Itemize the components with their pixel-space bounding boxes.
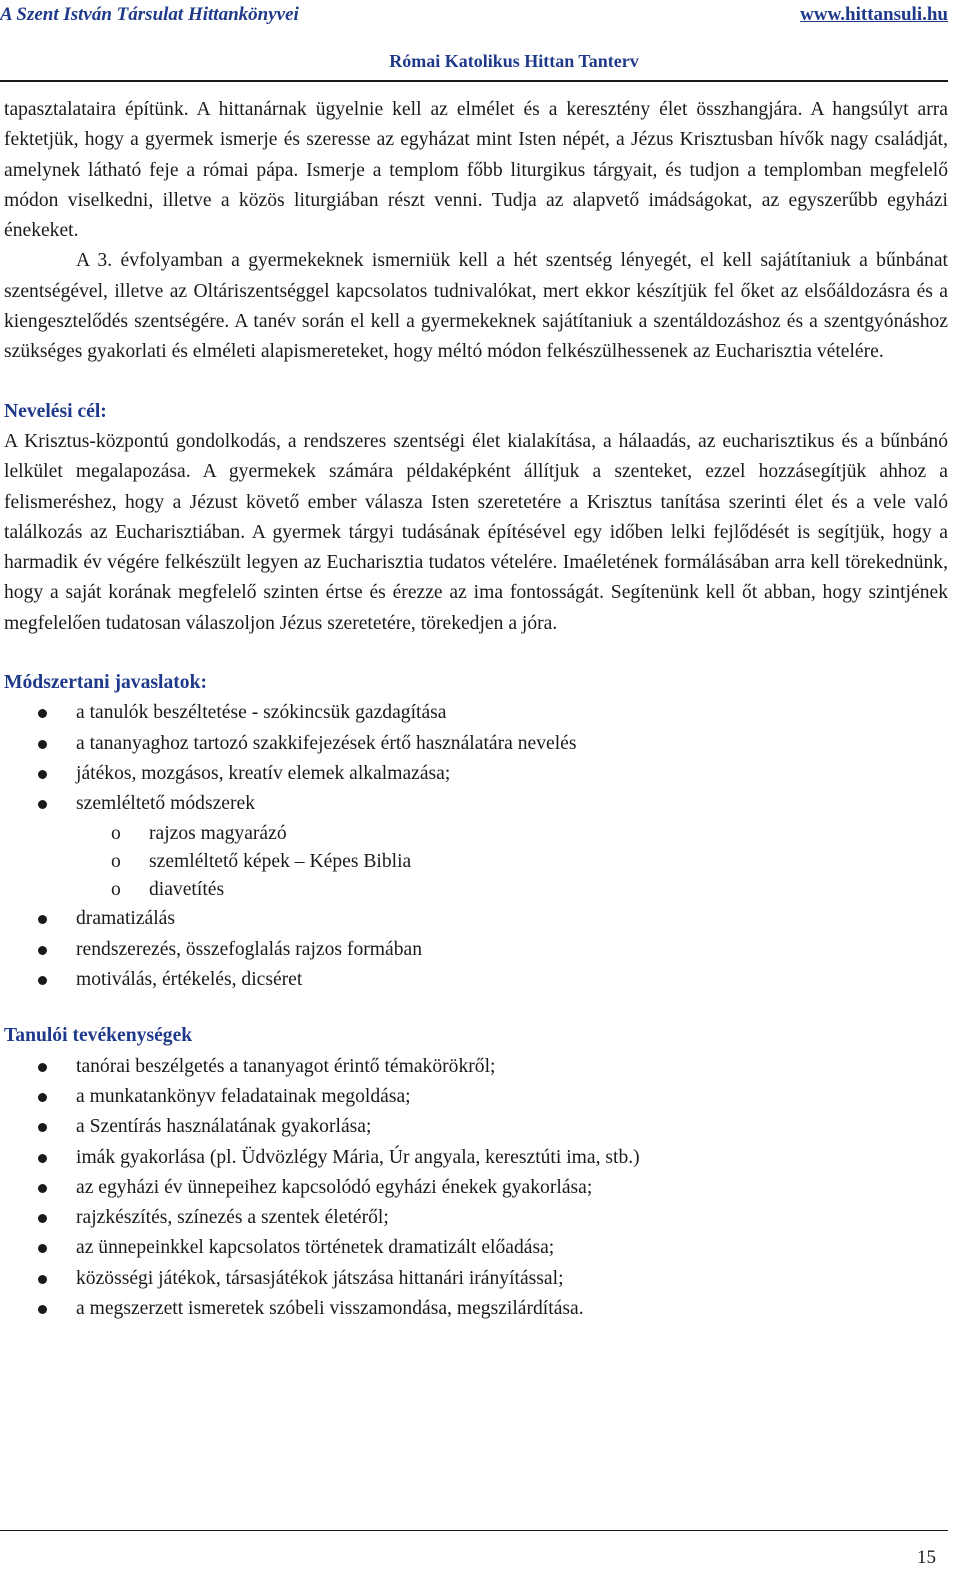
- circle-bullet-icon: o: [111, 822, 121, 844]
- list-item: [4, 698, 948, 728]
- list-item-text: a Szentírás használatának gyakorlása;: [76, 1116, 372, 1138]
- method-sublist: [4, 820, 948, 905]
- bullet-icon: [38, 800, 47, 809]
- bullet-icon: [38, 1305, 47, 1314]
- bullet-icon: [38, 1063, 47, 1072]
- list-item-text: a munkatankönyv feladatainak megoldása;: [76, 1085, 411, 1107]
- page-number: 15: [917, 1547, 936, 1568]
- list-item: [4, 789, 948, 904]
- circle-bullet-icon: o: [111, 879, 121, 901]
- sublist-item: [4, 848, 948, 876]
- bullet-icon: [38, 1244, 47, 1253]
- paragraph-intro: tapasztalataira építünk. A hittanárnak ügyelnie kell az elmélet és a keresztény élet összhangjára. A hangsúlyt arra fektetjük, hogy a gyermek ismerje és szeresse az egyházat mint Isten népét, a Jézus Krisztusban hívők nagy családját, amelynek látható feje a római pápa. Ismerje a templom főbb liturgikus tárgyait, és tudjon a templomban megfelelő módon viselkedni, illetve a közös liturgiában részt venni. Tudja az alapvető imádságokat, az egyszerűbb egyházi énekeket.: [4, 99, 948, 242]
- bullet-icon: [38, 1123, 47, 1132]
- list-item-text: játékos, mozgásos, kreatív elemek alkalmazása;: [76, 762, 451, 784]
- list-item: [4, 729, 948, 759]
- sublist-item: [4, 820, 948, 848]
- list-item-text: motiválás, értékelés, dicséret: [76, 969, 303, 991]
- list-item-text: a tanulók beszéltetése - szókincsük gazdagítása: [76, 702, 447, 724]
- list-item-text: a tananyaghoz tartozó szakkifejezések értő használatára nevelés: [76, 732, 577, 754]
- list-item: [4, 1143, 948, 1173]
- method-list: [4, 698, 948, 995]
- list-item-text: rajzkészítés, színezés a szentek életéről;: [76, 1207, 389, 1229]
- list-item: [4, 1173, 948, 1203]
- list-item: [4, 904, 948, 934]
- circle-bullet-icon: o: [111, 850, 121, 872]
- bullet-icon: [38, 1214, 47, 1223]
- bullet-icon: [38, 1275, 47, 1284]
- list-item: [4, 1294, 948, 1324]
- document-subtitle: Római Katolikus Hittan Tanterv: [389, 51, 639, 71]
- header-divider: [0, 80, 948, 82]
- bullet-icon: [38, 1093, 47, 1102]
- list-item-text: imák gyakorlása (pl. Üdvözlégy Mária, Úr angyala, keresztúti ima, stb.): [76, 1146, 640, 1168]
- list-item-text: dramatizálás: [76, 908, 176, 930]
- list-item: [4, 965, 948, 995]
- section-heading-nevelesi-cel: Nevelési cél:: [4, 400, 107, 422]
- sublist-item-text: szemléltető képek – Képes Biblia: [149, 850, 412, 872]
- list-item: [4, 759, 948, 789]
- activity-list: [4, 1052, 948, 1325]
- section-heading-tanuloi: Tanulói tevékenységek: [4, 1025, 193, 1047]
- bullet-icon: [38, 709, 47, 718]
- list-item: [4, 935, 948, 965]
- list-item: [4, 1233, 948, 1263]
- bullet-icon: [38, 1154, 47, 1163]
- page-content: [4, 95, 948, 1324]
- list-item-text: tanórai beszélgetés a tananyagot érintő témakörökről;: [76, 1055, 496, 1077]
- paragraph-third-grade: A 3. évfolyamban a gyermekeknek ismerniük kell a hét szentség lényegét, el kell sajátítaniuk a bűnbánat szentségével, illetve az Oltáriszentséggel kapcsolatos tudnivalókat, mert ekkor készítjük fel őket az elsőáldozásra és a kiengesztelődés szentségére. A tanév során el kell a gyermekeknek sajátítaniuk a szentáldozáshoz és a szentgyónáshoz szükséges gyakorlati és elméleti alapismereteket, hogy méltó módon felkészülhessenek az Eucharisztia vételére.: [4, 250, 948, 363]
- page-header: [0, 4, 948, 26]
- list-item-text: az egyházi év ünnepeihez kapcsolódó egyházi énekek gyakorlása;: [76, 1176, 593, 1198]
- sublist-item-text: rajzos magyarázó: [149, 822, 287, 844]
- bullet-icon: [38, 976, 47, 985]
- sublist-item-text: diavetítés: [149, 879, 225, 901]
- footer-divider: [0, 1530, 948, 1531]
- publisher-title: A Szent István Társulat Hittankönyvei: [0, 4, 299, 25]
- list-item-text: közösségi játékok, társasjátékok játszása hittanári irányítással;: [76, 1267, 564, 1289]
- section-heading-modszertani: Módszertani javaslatok:: [4, 672, 207, 694]
- bullet-icon: [38, 770, 47, 779]
- list-item: [4, 1112, 948, 1142]
- list-item: [4, 1203, 948, 1233]
- bullet-icon: [38, 740, 47, 749]
- list-item: [4, 1082, 948, 1112]
- website-link[interactable]: www.hittansuli.hu: [800, 4, 948, 25]
- bullet-icon: [38, 946, 47, 955]
- list-item-text: a megszerzett ismeretek szóbeli visszamondása, megszilárdítása.: [76, 1297, 584, 1319]
- list-item: [4, 1264, 948, 1294]
- list-item-text: szemléltető módszerek: [76, 793, 255, 815]
- paragraph-nevelesi-cel: A Krisztus-központú gondolkodás, a rendszeres szentségi élet kialakítása, a hálaadás, az eucharisztikus és a bűnbánó lelkület megalapozása. A gyermekek számára példaképként állítjuk a szenteket, ezzel hozzásegítjük ahhoz a felismeréshez, hogy a Jézust követő ember válasza Isten szeretetére a Krisztus tanítása szerinti élet és a vele való találkozás az Eucharisztiában. A gyermek tárgyi tudásának építésével egy időben lelki fejlődését is segítjük, hogy a harmadik év végére felkészült legyen az Eucharisztia tudatos vételére. Imaéletének formálásában arra kell törekednünk, hogy a saját korának megfelelő szinten értse és érezze az ima fontosságát. Segítenünk kell őt abban, hogy szintjének megfelelően tudatosan válaszoljon Jézus szeretetére, törekedjen a jóra.: [4, 430, 948, 634]
- list-item-text: rendszerezés, összefoglalás rajzos formában: [76, 938, 422, 960]
- bullet-icon: [38, 915, 47, 924]
- sublist-item: [4, 876, 948, 904]
- list-item: [4, 1052, 948, 1082]
- list-item-text: az ünnepeinkkel kapcsolatos történetek dramatizált előadása;: [76, 1237, 555, 1259]
- bullet-icon: [38, 1184, 47, 1193]
